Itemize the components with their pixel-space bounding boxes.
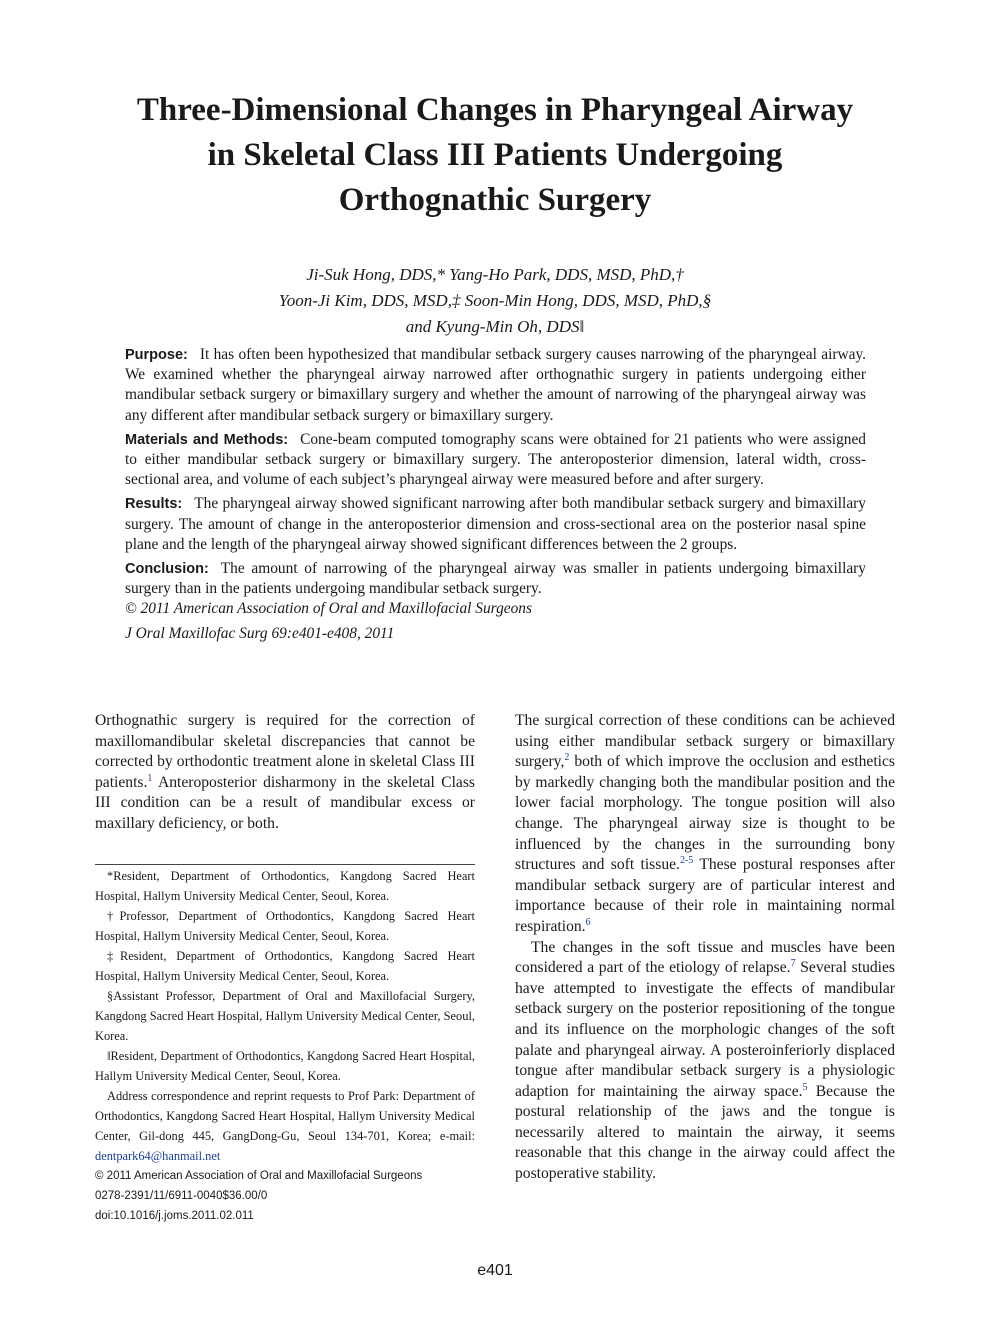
- methods-text: Cone-beam computed tomography scans were obtained for 21 patients who were assigned to either mandibular setback surgery or bimaxillary surgery. The anteroposterior dimension, lateral width, cross-sectional area, and volume of each subject’s pharyngeal airway were measured before and after surgery.: [125, 430, 866, 489]
- footnote: †Professor, Department of Orthodontics, Kangdong Sacred Heart Hospital, Hallym University Medical Center, Seoul, Korea.: [95, 909, 475, 943]
- footnote-copyright: © 2011 American Association of Oral and Maxillofacial Surgeons: [95, 1170, 423, 1182]
- article-title: Three-Dimensional Changes in Pharyngeal Airway in Skeletal Class III Patients Undergoing Orthognathic Surgery: [136, 92, 854, 218]
- footnote: *Resident, Department of Orthodontics, Kangdong Sacred Heart Hospital, Hallym University Medical Center, Seoul, Korea.: [95, 869, 475, 903]
- conclusion-label: Conclusion:: [125, 561, 209, 578]
- conclusion-text: The amount of narrowing of the pharyngeal airway was smaller in patients undergoing bimaxillary surgery than in the patients undergoing mandibular setback surgery.: [125, 560, 866, 598]
- correspondence-address: [95, 1086, 475, 1166]
- body-text: Because the postural relationship of the jaws and the tongue is necessarily altered to maintain the airway, it seems reasonable that this change in the airway could affect the postoperative stability.: [515, 1082, 895, 1183]
- journal-citation: J Oral Maxillofac Surg 69:e401-e408, 2011: [125, 624, 395, 642]
- doi-link[interactable]: doi:10.1016/j.joms.2011.02.011: [95, 1210, 254, 1222]
- address-text: Address correspondence and reprint requests to Prof Park: Department of Orthodontics, Kangdong Sacred Heart Hospital, Hallym University Medical Center, Gil-dong 445, GangDong-Gu, Seoul 134-701, Korea; e-mail:: [95, 1089, 475, 1143]
- abstract-conclusion: [125, 559, 866, 599]
- results-text: The pharyngeal airway showed significant narrowing after both mandibular setback surgery and bimaxillary surgery. The amount of change in the anteroposterior dimension and cross-sectional area on the posterior nasal spine plane and the length of the pharyngeal airway showed significant differences between the 2 groups.: [125, 495, 866, 553]
- reference-link[interactable]: 7: [790, 958, 796, 970]
- body-text: Anteroposterior disharmony in the skeletal Class III condition can be a result of mandibular excess or maxillary deficiency, or both.: [95, 773, 475, 832]
- abstract-methods: [125, 430, 866, 491]
- reference-link[interactable]: 2: [564, 752, 570, 764]
- reference-link[interactable]: 5: [802, 1081, 808, 1093]
- footnotes: [95, 866, 475, 1226]
- methods-label: Materials and Methods:: [125, 431, 289, 448]
- body-text: both of which improve the occlusion and esthetics by markedly changing both the mandibular position and the lower facial morphology. The tongue position will also change. The pharyngeal airway size is thought to be influenced by the changes in the surrounding bony structures and soft tissue.: [515, 753, 895, 874]
- author-line: Ji-Suk Hong, DDS,* Yang-Ho Park, DDS, MSD, PhD,†: [306, 265, 684, 284]
- footnote: ‖Resident, Department of Orthodontics, Kangdong Sacred Heart Hospital, Hallym University Medical Center, Seoul, Korea.: [95, 1049, 475, 1083]
- body-text: These postural responses after mandibular setback surgery are of particular interest and importance because of their role in maintaining normal respiration.: [515, 856, 895, 935]
- purpose-text: It has often been hypothesized that mandibular setback surgery causes narrowing of the pharyngeal airway. We examined whether the pharyngeal airway narrowed after orthognathic surgery in patients undergoing either mandibular setback surgery or bimaxillary surgery and whether the amount of narrowing of the pharyngeal airway was any different after mandibular setback surgery or bimaxillary surgery.: [125, 346, 866, 424]
- reference-link[interactable]: 1: [147, 772, 153, 784]
- page-number: e401: [477, 1262, 513, 1279]
- body-text: Orthognathic surgery is required for the correction of maxillomandibular skeletal discrepancies that cannot be corrected by orthodontic treatment alone in skeletal Class III patients.: [95, 712, 475, 791]
- abstract-copyright: © 2011 American Association of Oral and Maxillofacial Surgeons: [125, 600, 532, 618]
- body-paragraph: [515, 711, 895, 938]
- footnote: ‡Resident, Department of Orthodontics, Kangdong Sacred Heart Hospital, Hallym University Medical Center, Seoul, Korea.: [95, 949, 475, 983]
- body-column-right: [515, 711, 895, 1185]
- abstract-results: [125, 494, 866, 555]
- footnote-divider: [95, 864, 475, 865]
- results-label: Results:: [125, 496, 183, 513]
- author-line: Yoon-Ji Kim, DDS, MSD,‡ Soon-Min Hong, DDS, MSD, PhD,§: [278, 291, 712, 310]
- body-paragraph: [515, 938, 895, 1185]
- body-text: The changes in the soft tissue and muscles have been considered a part of the etiology of relapse.: [515, 938, 895, 977]
- body-paragraph: [95, 711, 475, 835]
- author-list: [120, 262, 870, 340]
- purpose-label: Purpose:: [125, 347, 188, 363]
- reference-link[interactable]: 6: [585, 916, 591, 928]
- abstract: [125, 345, 866, 648]
- reference-link[interactable]: 2-5: [679, 855, 694, 867]
- author-line: and Kyung-Min Oh, DDS‖: [405, 317, 585, 336]
- email-link[interactable]: dentpark64@hanmail.net: [95, 1149, 221, 1163]
- body-column-left: [95, 711, 475, 835]
- body-text: The surgical correction of these conditions can be achieved using either mandibular setback surgery or bimaxillary surgery,: [515, 712, 895, 771]
- issn: 0278-2391/11/6911-0040$36.00/0: [95, 1190, 268, 1202]
- footnote: §Assistant Professor, Department of Oral and Maxillofacial Surgery, Kangdong Sacred Heart Hospital, Hallym University Medical Center, Seoul, Korea.: [95, 989, 475, 1043]
- body-text: Several studies have attempted to investigate the effects of mandibular setback surgery on the posterior repositioning of the tongue and its influence on the morphologic changes of the soft palate and pharyngeal airway. A posteroinferiorly displaced tongue after mandibular setback surgery is a physiologic adaption for maintaining the airway space.: [515, 959, 895, 1100]
- abstract-purpose: [125, 345, 866, 426]
